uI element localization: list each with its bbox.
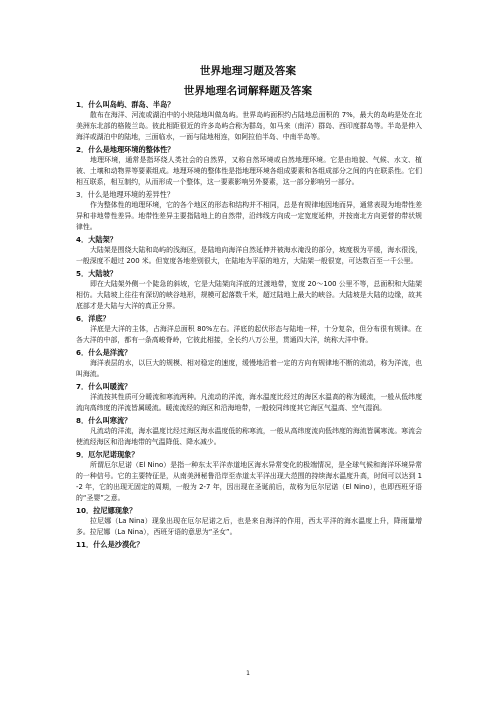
section-cold-current bbox=[76, 415, 422, 448]
section-integrity bbox=[76, 144, 422, 188]
section-paragraph: 海洋表层的水，以巨大的规模、相对稳定的速度，缓慢地沿着一定的方向有规律地不断的流动，称为洋流，也叫海流。 bbox=[76, 359, 422, 378]
section-heading: 9．厄尔尼诺现象？ bbox=[76, 450, 139, 459]
page-number: 1 bbox=[246, 670, 250, 677]
section-la-nina bbox=[76, 505, 422, 538]
section-continental-shelf bbox=[76, 234, 422, 267]
section-ocean-floor bbox=[76, 313, 422, 346]
section-paragraph: 所谓厄尔尼诺（El Nino）是指一种东太平洋赤道地区海水异常变化的极端情况，是全球气候和海洋环境异常的一种信号。它的主要特征是，从南美洲秘鲁沿岸至赤道太平洋出现大范围的持续海水温度升高，时间可以达到 1-2 年，它的出现无固定的周期，一般为 2-7 年，因出现在圣诞前后，故称为厄尔尼诺（El Nino），也即西班牙语的“圣婴”之意。 bbox=[76, 461, 422, 502]
section-heading: 4．大陆架？ bbox=[76, 235, 117, 244]
document-subtitle: 世界地理名词解释题及答案 bbox=[183, 85, 313, 97]
section-paragraph: 凡流动的洋流，海水温度比经过海区海水温度低的称寒流，一般从高纬度流向低纬度的海流皆属寒流。寒流会使流经海区和沿海地带的气温降低、降水减少。 bbox=[76, 427, 422, 446]
section-paragraph: 作为整体性的地理环境，它的各个地区的形态和结构并不相同，总是有规律地因地而异，通常表现为地带性差异和非地带性差异。地带性差异主要指陆地上的自然带，沿纬线方向成一定宽度延伸，并按南北方向更替的带状规律性。 bbox=[76, 201, 422, 231]
section-heading: 8．什么叫寒流？ bbox=[76, 416, 132, 425]
section-heading: 5．大陆坡？ bbox=[76, 269, 117, 278]
section-islands bbox=[76, 99, 422, 143]
section-heading: 10．拉尼娜现象？ bbox=[76, 506, 137, 515]
section-paragraph: 洋底是大洋的主体，占海洋总面积 80%左右。洋底的起伏形态与陆地一样，十分复杂，但分布很有规律。在各大洋的中部，都有一条高峻脊岭，它彼此相接，全长约八万公里，贯通四大洋，统称大洋中脊。 bbox=[76, 325, 422, 344]
section-heading: 11．什么是沙漠化？ bbox=[76, 540, 144, 549]
section-paragraph: 大陆架是围绕大陆和岛屿的浅海区，是陆地向海洋自然延伸并被海水淹没的部分，坡度极为平缓，海水很浅，一般深度不超过 200 米。但宽度各地差别很大，在陆地为平原的地方，大陆架一般很宽，可达数百至一千公里。 bbox=[76, 246, 422, 265]
section-paragraph: 洋流按其性质可分暖流和寒流两种。凡流动的洋流，海水温度比经过的海区水温高的称为暖流，一般从低纬度流向高纬度的洋流皆属暖流。暖流流经的海区和沿海地带，一般较同纬度其它海区气温高、空气湿润。 bbox=[76, 393, 422, 412]
section-warm-current bbox=[76, 381, 422, 414]
section-heading: 6．什么是洋流？ bbox=[76, 348, 132, 357]
section-paragraph: 散布在海洋、河流或湖泊中的小块陆地叫做岛屿。世界岛屿面积约占陆地总面积的 7%，最大的岛屿是处在北美洲东北部的格陵兰岛。彼此相距很近的许多岛屿合称为群岛，如马来（南洋）群岛、西印度群岛等。半岛是伸入海洋或湖泊中的陆地，三面临水，一面与陆地相连，如阿拉伯半岛、中南半岛等。 bbox=[76, 111, 422, 141]
section-heading: 6．洋底？ bbox=[76, 314, 110, 323]
section-heading: 1．什么叫岛屿、群岛、半岛？ bbox=[76, 100, 175, 109]
title-block bbox=[0, 64, 496, 98]
section-paragraph: 地理环境，通常是指环绕人类社会的自然界，又称自然环境或自然地理环境。它是由地貌、气候、水文、植被、土壤和动物界等要素组成。地理环境的整体性是指地理环境各组成要素和各组成部分之间的内在联系性。它们相互联系，相互制约，从而形成一个整体，这一要素影响另外要素，这一部分影响另一部分。 bbox=[76, 156, 422, 186]
section-desertification bbox=[76, 539, 422, 550]
section-paragraph: 即在大陆架外侧一个陡急的斜坡，它是大陆架向洋底的过渡地带，宽度 20～100 公里不等，总面积和大陆架相仿。大陆坡上往往有深切的峡谷地形，规模可起落数千米，超过陆地上最大的峡谷。大陆坡是大陆的边缘，故其底部才是大陆与大洋的真正分界。 bbox=[76, 280, 422, 310]
document-body bbox=[76, 99, 422, 550]
section-difference bbox=[76, 189, 422, 233]
section-continental-slope bbox=[76, 268, 422, 312]
section-heading: 2．什么是地理环境的整体性？ bbox=[76, 145, 175, 154]
section-heading: 7．什么叫暖流？ bbox=[76, 382, 132, 391]
section-ocean-current bbox=[76, 347, 422, 380]
section-el-nino bbox=[76, 449, 422, 504]
section-paragraph: 拉尼娜（La Nina）现象出现在厄尔尼诺之后，也是来自海洋的作用，西太平洋的海水温度上升，降雨量增多。拉尼娜（La Nina），西班牙语的意思为“圣女”。 bbox=[76, 517, 422, 536]
section-heading: 3．什么是地理环境的差异性？ bbox=[76, 190, 175, 199]
document-title: 世界地理习题及答案 bbox=[199, 65, 297, 77]
